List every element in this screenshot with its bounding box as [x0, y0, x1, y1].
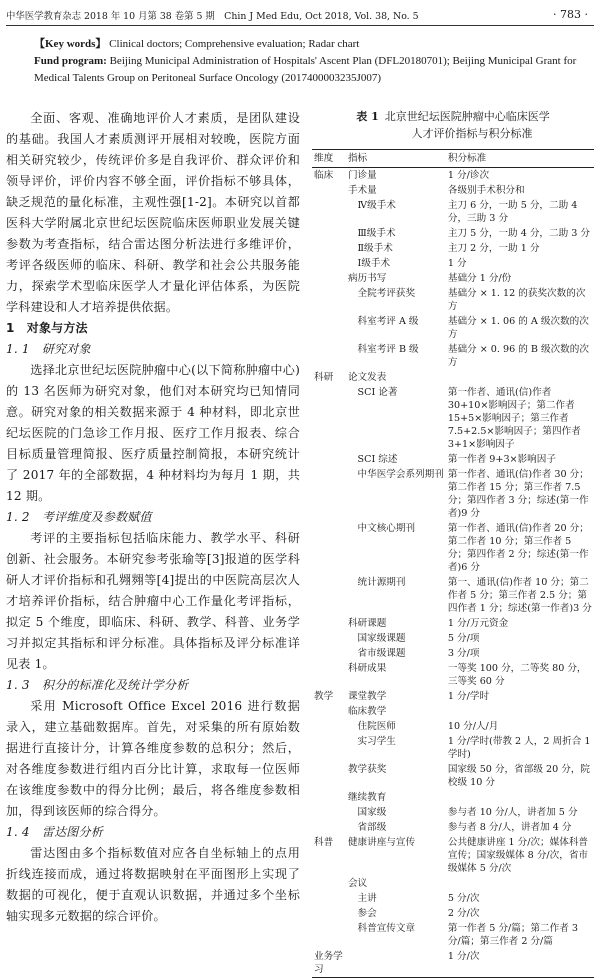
score-cell: 各级别手术积分和: [447, 185, 525, 196]
score-cell: [446, 790, 594, 805]
table-row: [312, 183, 594, 198]
indicator-cell: 实习学生: [347, 736, 396, 747]
dimensions-paragraph: 考评的主要指标包括临床能力、教学水平、科研创新、社会服务。本研究参考张瑜等[3]报道的医学科研人才评价指标和孔翙翙等[4]提出的中医院高层次人才培养评价指标，结合肿瘤中心工作量化考评指标，拟定 5 个维度，即临床、科研、教学、科普、业务学习并拟定其指标和评分标准。具体指标及评分标准详见表 1。: [6, 531, 300, 671]
score-cell: 主刀 5 分，一助 4 分，二助 3 分: [447, 228, 591, 239]
indicator-cell: 手术量: [347, 185, 377, 196]
table-row: [312, 790, 594, 805]
dimension-cell: 科研: [314, 372, 334, 383]
score-cell: 1 分/学时: [447, 691, 490, 702]
table-row: [312, 719, 594, 734]
indicator-cell: 论文发表: [347, 372, 387, 383]
indicator-cell: 参会: [347, 908, 377, 919]
table-row: [312, 704, 594, 719]
indicator-cell: 科室考评 B 级: [347, 344, 419, 355]
dimension-cell: [312, 631, 346, 646]
running-header: [6, 6, 594, 24]
dimension-cell: 科普: [314, 837, 334, 848]
indicator-cell: 科研成果: [347, 663, 387, 674]
table-row: [312, 876, 594, 891]
score-cell: 第一作者 9+3×影响因子: [447, 454, 556, 465]
indicator-cell: 中文核心期刊: [347, 523, 416, 534]
score-cell: 参与者 8 分/人，讲者加 4 分: [447, 822, 572, 833]
table-label: 表 1: [356, 110, 379, 123]
score-cell: 5 分/次: [447, 893, 480, 904]
radar-paragraph: 雷达图由多个指标数值对应各自坐标轴上的点用折线连接而成，通过将数据映射在平面图形上实现了数据的可视化，便于直观认识数据，并通过多个坐标轴实现多元数据的综合评价。: [6, 846, 300, 923]
table-row: [312, 198, 594, 226]
score-cell: 第一作者、通讯(信)作者 30 分；第二作者 15 分；第三作者 7.5 分；第四作者 3 分；综述(第一作者)9 分: [447, 469, 589, 519]
score-cell: 2 分/次: [447, 908, 480, 919]
evaluation-table: [312, 149, 594, 978]
score-cell: 第一作者、通讯(信)作者 20 分；第二作者 10 分；第三作者 5 分；第四作者 2 分；综述(第一作者)6 分: [447, 523, 589, 573]
table-row: [312, 521, 594, 575]
score-cell: 基础分 × 0. 96 的 B 级次数的次方: [447, 344, 589, 368]
indicator-cell: Ⅳ级手术: [347, 200, 396, 211]
indicator-cell: 临床教学: [347, 706, 387, 717]
score-cell: 主刀 6 分，一助 5 分，二助 4 分，三助 3 分: [447, 200, 578, 224]
subjects-paragraph: 选择北京世纪坛医院肿瘤中心(以下简称肿瘤中心)的 13 名医师为研究对象，他们对本研究均已知情同意。研究对象的相关数据来源于 4 种材料，即北京世纪坛医院的门急诊工作月报、医疗工作月报表、综合目标质量管理简报、医疗质量控制简报，本研究统计了 2017 年的全部数据，4 种材料均为每月 1 期，共 12 期。: [6, 363, 300, 503]
table-row: [312, 762, 594, 790]
indicator-cell: 科研课题: [347, 618, 387, 629]
indicator-cell: 健康讲座与宣传: [347, 837, 416, 848]
indicator-cell: 继续教育: [347, 792, 387, 803]
score-cell: 基础分 × 1. 12 的获奖次数的次方: [447, 288, 586, 312]
score-cell: 参与者 10 分/人，讲者加 5 分: [447, 807, 578, 818]
dimension-cell: [312, 198, 346, 226]
table-row: [312, 452, 594, 467]
journal-citation: 中华医学教育杂志 2018 年 10 月第 38 卷第 5 期 Chin J Med Edu, Oct 2018, Vol. 38, No. 5: [6, 11, 419, 22]
dimension-cell: [312, 226, 346, 241]
table-row: [312, 734, 594, 762]
table-row: [312, 949, 594, 978]
score-cell: [446, 370, 594, 385]
indicator-cell: 国家级: [347, 807, 387, 818]
table-header-row: [312, 150, 594, 168]
dimension-cell: [312, 719, 346, 734]
table-row: [312, 805, 594, 820]
table-row: [312, 342, 594, 370]
score-cell: [446, 876, 594, 891]
table-row: [312, 661, 594, 689]
indicator-cell: 门诊量: [347, 170, 377, 181]
score-cell: 1 分/次: [447, 951, 480, 962]
indicator-cell: SCI 综述: [347, 454, 398, 465]
dimension-cell: [312, 891, 346, 906]
dimension-cell: [312, 820, 346, 835]
table-column: [312, 108, 594, 978]
keywords-label: 【Key words】: [34, 38, 107, 50]
table-row: [312, 385, 594, 452]
indicator-cell: 全院考评获奖: [347, 288, 416, 299]
fund-label: Fund program:: [34, 55, 107, 67]
table-row: [312, 820, 594, 835]
dimension-cell: [312, 575, 346, 616]
score-cell: 主刀 2 分，一助 1 分: [447, 243, 540, 254]
dimension-cell: [312, 921, 346, 949]
subsection-heading-subjects: 1. 1 研究对象: [6, 342, 91, 356]
dimension-cell: [312, 661, 346, 689]
english-abstract-tail: [6, 36, 594, 87]
score-cell: 1 分/学时(带教 2 人，2 周折合 1 学时): [447, 736, 591, 760]
section-heading-methods: 1 对象与方法: [6, 321, 88, 335]
indicator-cell: 课堂教学: [347, 691, 387, 702]
table-row: [312, 921, 594, 949]
table-row: [312, 631, 594, 646]
table-caption: [312, 108, 594, 142]
table-row: [312, 286, 594, 314]
score-cell: 第一作者、通讯(信)作者 30+10×影响因子；第二作者 15+5×影响因子；第三作者 7.5+2.5×影响因子；第四作者 3+1×影响因子: [447, 387, 581, 450]
dimension-cell: [312, 704, 346, 719]
dimension-cell: [312, 342, 346, 370]
dimension-cell: [312, 241, 346, 256]
statistics-paragraph: 采用 Microsoft Office Excel 2016 进行数据录入，建立基础数据库。首先，对采集的所有原始数据进行直接计分，计算各维度参数的总积分；然后，对各维度参数进行组内百分比计算，求取每一位医师在该维度参数中的得分比例；最后，将各维度参数相加，得到该医师的综合得分。: [6, 699, 300, 818]
dimension-cell: [312, 256, 346, 271]
indicator-cell: [346, 949, 446, 978]
dimension-cell: [312, 271, 346, 286]
indicator-cell: Ⅲ级手术: [347, 228, 396, 239]
table-row: [312, 891, 594, 906]
indicator-cell: 统计源期刊: [347, 577, 406, 588]
indicator-cell: 病历书写: [347, 273, 387, 284]
score-cell: 10 分/人/月: [447, 721, 499, 732]
indicator-cell: 教学获奖: [347, 764, 387, 775]
keywords-line: [6, 36, 594, 53]
dimension-cell: 业务学习: [314, 951, 343, 975]
indicator-cell: 主讲: [347, 893, 377, 904]
score-cell: 公共健康讲座 1 分/次；媒体科普宣传；国家级媒体 8 分/次，省市级媒体 5 分/次: [447, 837, 589, 874]
dimension-cell: [312, 385, 346, 452]
fund-text: Beijing Municipal Administration of Hospitals' Ascent Plan (DFL20180701); Beijing Municipal Grant for Medical Talents Group on Peritoneal Surface Oncology (2017400003235J007): [34, 55, 577, 84]
header-indicator: 指标: [347, 153, 368, 164]
dimension-cell: 临床: [314, 170, 334, 181]
fund-program-line: [6, 53, 594, 87]
dimension-cell: [312, 314, 346, 342]
indicator-cell: 国家级课题: [347, 633, 406, 644]
indicator-cell: 住院医师: [347, 721, 396, 732]
dimension-cell: [312, 521, 346, 575]
dimension-cell: [312, 906, 346, 921]
dimension-cell: [312, 805, 346, 820]
score-cell: [446, 704, 594, 719]
table-title-line1: 北京世纪坛医院肿瘤中心临床医学: [384, 110, 550, 123]
dimension-cell: [312, 734, 346, 762]
score-cell: 3 分/项: [447, 648, 480, 659]
table-row: [312, 467, 594, 521]
dimension-cell: [312, 876, 346, 891]
table-row: [312, 575, 594, 616]
dimension-cell: 教学: [314, 691, 334, 702]
table-row: [312, 689, 594, 704]
score-cell: 第一、通讯(信)作者 10 分；第二作者 5 分；第三作者 2.5 分；第四作者 1 分；综述(第一作者)3 分: [447, 577, 592, 614]
table-row: [312, 906, 594, 921]
dimension-cell: [312, 183, 346, 198]
score-cell: 1 分: [447, 258, 467, 269]
score-cell: 国家级 50 分，省部级 20 分，院校级 10 分: [447, 764, 591, 788]
header-rule: [6, 25, 594, 26]
score-cell: 基础分 × 1. 06 的 A 级次数的次方: [447, 316, 589, 340]
dimension-cell: [312, 790, 346, 805]
table-row: [312, 168, 594, 184]
indicator-cell: 会议: [347, 878, 368, 889]
subsection-heading-statistics: 1. 3 积分的标准化及统计学分析: [6, 678, 189, 692]
indicator-cell: 省市级课题: [347, 648, 406, 659]
table-row: [312, 314, 594, 342]
header-score-standard: 积分标准: [447, 153, 487, 164]
dimension-cell: [312, 452, 346, 467]
indicator-cell: 科室考评 A 级: [347, 316, 419, 327]
table-row: [312, 271, 594, 286]
indicator-cell: 中华医学会系列期刊: [347, 469, 444, 480]
dimension-cell: [312, 616, 346, 631]
keywords-text: Clinical doctors; Comprehensive evaluation; Radar chart: [109, 38, 360, 50]
score-cell: 第一作者 5 分/篇；第二作者 3 分/篇；第三作者 2 分/篇: [447, 923, 578, 947]
score-cell: 1 分/万元资金: [447, 618, 509, 629]
score-cell: 基础分 1 分/份: [447, 273, 512, 284]
table-row: [312, 616, 594, 631]
indicator-cell: 科普宣传文章: [347, 923, 416, 934]
score-cell: 一等奖 100 分，二等奖 80 分，三等奖 60 分: [447, 663, 587, 687]
subsection-heading-dimensions: 1. 2 考评维度及参数赋值: [6, 510, 152, 524]
subsection-heading-radar: 1. 4 雷达图分析: [6, 825, 103, 839]
table-body: [312, 168, 594, 978]
indicator-cell: Ⅰ级手术: [347, 258, 391, 269]
indicator-cell: SCI 论著: [347, 387, 398, 398]
intro-paragraph: 全面、客观、准确地评价人才素质，是团队建设的基础。我国人才素质测评开展相对较晚，医院方面相关研究较少，传统评价多是自我评价、群众评价和领导评价，评价内容不够全面，评价指标不够具体，缺乏规范的量化标准，主观性强[1-2]。本研究以首都医科大学附属北京世纪坛医院临床医师职业发展关键参数为考查指标，结合雷达图分析法进行多维评价，考评各级医师的临床、科研、教学和社会公共服务能力，探索学术型临床医学人才量化评估体系，为医院学科建设和人才培养提供依据。: [6, 111, 300, 314]
indicator-cell: Ⅱ级手术: [347, 243, 393, 254]
table-row: [312, 370, 594, 385]
table-row: [312, 241, 594, 256]
score-cell: 5 分/项: [447, 633, 480, 644]
table-row: [312, 226, 594, 241]
dimension-cell: [312, 467, 346, 521]
table-row: [312, 646, 594, 661]
table-title-line2: 人才评价指标与积分标准: [411, 127, 533, 140]
table-row: [312, 835, 594, 876]
dimension-cell: [312, 646, 346, 661]
dimension-cell: [312, 762, 346, 790]
dimension-cell: [312, 286, 346, 314]
body-left-column: [6, 108, 300, 927]
indicator-cell: 省部级: [347, 822, 387, 833]
score-cell: 1 分/诊次: [447, 170, 490, 181]
table-row: [312, 256, 594, 271]
page-number: · 783 ·: [553, 8, 588, 21]
header-dimension: 维度: [314, 153, 334, 164]
